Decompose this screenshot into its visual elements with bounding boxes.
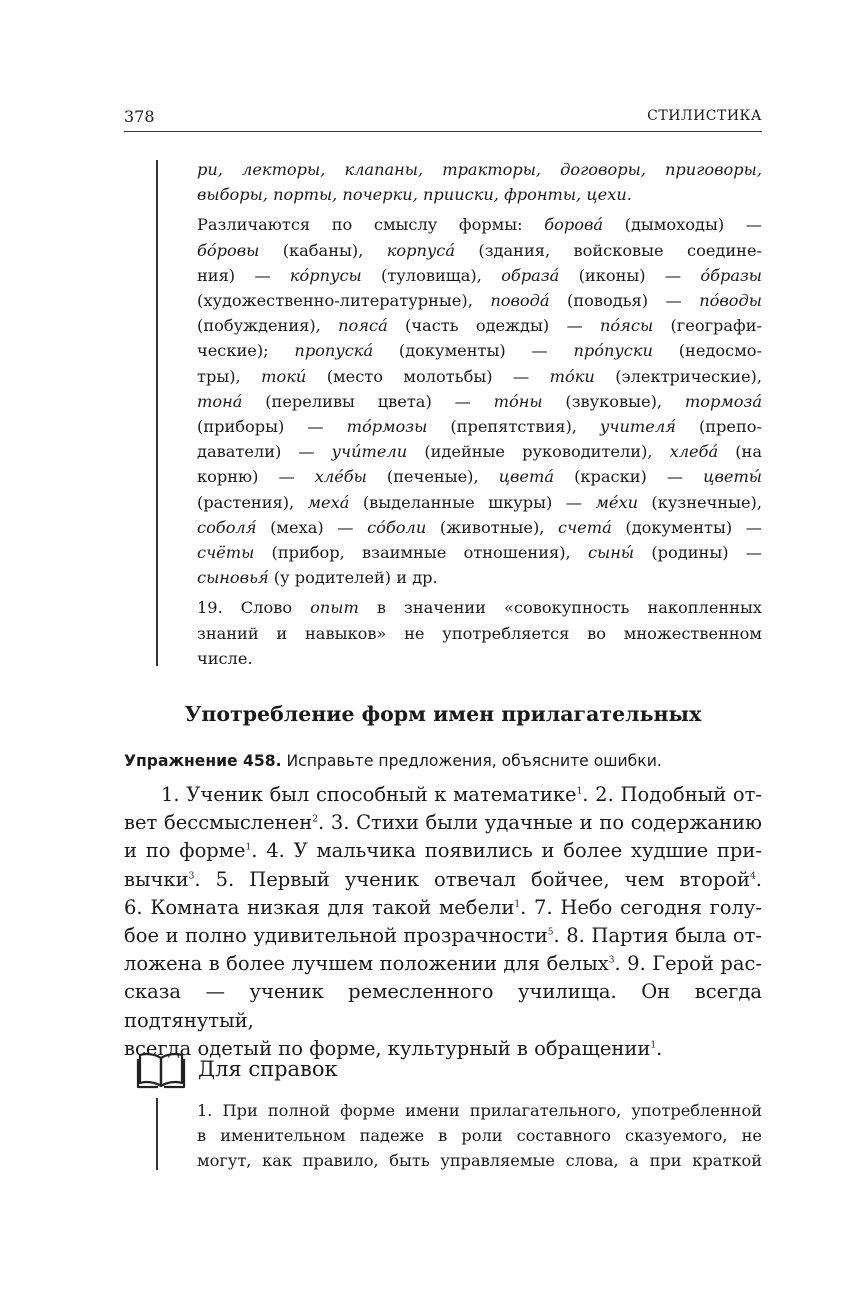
footnote-marker: 2 xyxy=(312,814,318,825)
italic-word: хлеба́ xyxy=(669,442,719,462)
italic-word: сыновья́ xyxy=(197,568,269,588)
reference-note xyxy=(156,1098,762,1170)
italic-word: цветы́ xyxy=(703,467,762,487)
italic-word: счета́ xyxy=(558,517,612,537)
italic-word: меха́ xyxy=(307,492,350,512)
footnote-marker: 3 xyxy=(608,955,615,966)
page-header xyxy=(124,105,762,132)
reference-heading xyxy=(136,1050,536,1090)
intro-paragraph xyxy=(197,157,762,207)
italic-word: борова́ xyxy=(544,215,604,235)
intro-line-1: ри, лекторы, клапаны, тракторы, договоры, приговоры, xyxy=(197,160,762,179)
section-title: Употребление форм имен прилагательных xyxy=(184,702,702,726)
rule19-line-3: числе. xyxy=(197,648,253,668)
meaning-line-4: (художественно-литературные), повода́ (поводья) — по́воды xyxy=(197,291,762,311)
exercise-line-5: 6. Комната низкая для такой мебели$^1$. 7. Небо сегодня голу- xyxy=(124,895,762,919)
italic-word: пропуска́ xyxy=(294,341,374,361)
italic-word: учителя́ xyxy=(600,417,676,437)
plural-forms-note xyxy=(156,160,762,666)
meaning-line-1: Различаются по смыслу формы: борова́ (дымоходы) — xyxy=(197,215,762,235)
italic-word: о́бразы xyxy=(700,265,762,285)
footnote-marker: 5 xyxy=(547,927,554,938)
meaning-line-15: сыновья́ (у родителей) и др. xyxy=(197,568,438,588)
italic-word: токи́ xyxy=(261,366,307,386)
exercise-number: Упражнение 458. xyxy=(124,752,282,770)
footnote-marker: 1 xyxy=(576,786,583,797)
italic-word: про́пуски xyxy=(573,341,653,361)
italic-word: по́ясы xyxy=(600,316,654,336)
reference-paragraph xyxy=(197,1098,762,1174)
exercise-heading xyxy=(124,750,762,772)
exercise-line-7: ложена в более лучшем положении для белых$^3$. 9. Герой рас- xyxy=(124,952,762,976)
exercise-line-2: вет бессмысленен$^2$. 3. Стихи были удачные и по содержанию xyxy=(124,811,762,835)
meaning-line-8: тона́ (переливы цвета) — то́ны (звуковые), тормоза́ xyxy=(197,391,762,411)
meaning-line-12: (растения), меха́ (выделанные шкуры) — ме́хи (кузнечные), xyxy=(197,492,763,512)
meaning-line-3: ния) — ко́рпусы (туловища), образа́ (иконы) — о́бразы xyxy=(197,265,762,285)
intro-line-2: выборы, порты, почерки, прииски, фронты, цехи. xyxy=(197,185,632,205)
italic-word: то́ки xyxy=(549,366,595,386)
meaning-line-9: (приборы) — то́рмозы (препятствия), учителя́ (препо- xyxy=(197,417,762,437)
italic-word: счёты xyxy=(197,543,255,563)
italic-word: ко́рпусы xyxy=(289,265,362,285)
meaning-line-7: тры), токи́ (место молотьбы) — то́ки (электрические), xyxy=(197,366,762,386)
open-book-icon xyxy=(136,1050,186,1090)
reference-line-3: могут, как правило, быть управляемые слова, а при краткой xyxy=(197,1151,762,1171)
rule19-line-2: знаний и навыков» не употребляется во множественном xyxy=(197,623,762,643)
reference-line-1: 1. При полной форме имени прилагательного, употребленной xyxy=(197,1101,762,1120)
meaning-paragraph xyxy=(197,212,762,590)
meaning-line-13: соболя́ (меха) — со́боли (животные), счета́ (документы) — xyxy=(197,517,762,537)
running-title: СТИЛИСТИКА xyxy=(647,108,762,124)
footnote-marker: 1 xyxy=(245,842,252,853)
meaning-line-14: счёты (прибор, взаимные отношения), сыны́ (родины) — xyxy=(197,543,762,563)
page-number: 378 xyxy=(124,107,155,126)
meaning-line-6: ческие); пропуска́ (документы) — про́пуски (недосмо- xyxy=(197,341,762,361)
meaning-line-11: корню) — хле́бы (печеные), цвета́ (краски) — цветы́ xyxy=(197,467,762,487)
exercise-text xyxy=(124,781,762,1063)
italic-word: сыны́ xyxy=(587,543,635,563)
italic-word: ме́хи xyxy=(595,492,638,512)
reference-line-2: в именительном падеже в роли составного сказуемого, не xyxy=(197,1126,762,1146)
rule-19-paragraph xyxy=(197,595,762,671)
italic-word: цвета́ xyxy=(498,467,554,487)
italic-word: пояса́ xyxy=(338,316,388,336)
italic-word: повода́ xyxy=(490,291,550,311)
italic-word: тона́ xyxy=(197,391,243,411)
exercise-instruction: Исправьте предложения, объясните ошибки. xyxy=(281,752,662,770)
meaning-line-10: даватели) — учи́тели (идейные руководители), хлеба́ (на xyxy=(197,442,762,462)
footnote-marker: 1 xyxy=(650,1040,657,1051)
italic-word: опыт xyxy=(310,598,359,618)
italic-word: то́ны xyxy=(493,391,543,411)
exercise-line-3: и по форме$^1$. 4. У мальчика появились и более худшие при- xyxy=(124,839,762,863)
footnote-marker: 4 xyxy=(750,871,756,882)
exercise-line-8: сказа — ученик ремесленного училища. Он всегда подтянутый, xyxy=(124,980,762,1032)
rule19-line-1: 19. Слово опыт в значении «совокупность накопленных xyxy=(197,598,762,618)
italic-word: то́рмозы xyxy=(346,417,428,437)
reference-title: Для справок xyxy=(198,1057,338,1081)
italic-word: учи́тели xyxy=(331,442,408,462)
italic-word: корпуса́ xyxy=(386,240,456,260)
italic-word: соболя́ xyxy=(197,517,257,537)
exercise-line-4: вычки$^3$. 5. Первый ученик отвечал бойчее, чем второй$^4$. xyxy=(124,867,762,891)
italic-word: хле́бы xyxy=(314,467,367,487)
exercise-line-1: 1. Ученик был способный к математике$^1$. 2. Подобный от- xyxy=(161,783,763,806)
italic-word: тормоза́ xyxy=(684,391,762,411)
footnote-marker: 1 xyxy=(514,899,521,910)
footnote-marker: 3 xyxy=(188,871,195,882)
exercise-line-6: бое и полно удивительной прозрачности$^5$. 8. Партия была от- xyxy=(124,924,762,948)
italic-word: со́боли xyxy=(367,517,427,537)
exercise-line-9: всегда одетый по форме, культурный в обращении$^1$. xyxy=(124,1036,663,1060)
italic-word: по́воды xyxy=(699,291,762,311)
meaning-line-5: (побуждения), пояса́ (часть одежды) — по́ясы (географи- xyxy=(197,316,762,336)
italic-word: образа́ xyxy=(501,265,560,285)
italic-word: бо́ровы xyxy=(197,240,260,260)
meaning-line-2: бо́ровы (кабаны), корпуса́ (здания, войсковые соедине- xyxy=(197,240,762,260)
